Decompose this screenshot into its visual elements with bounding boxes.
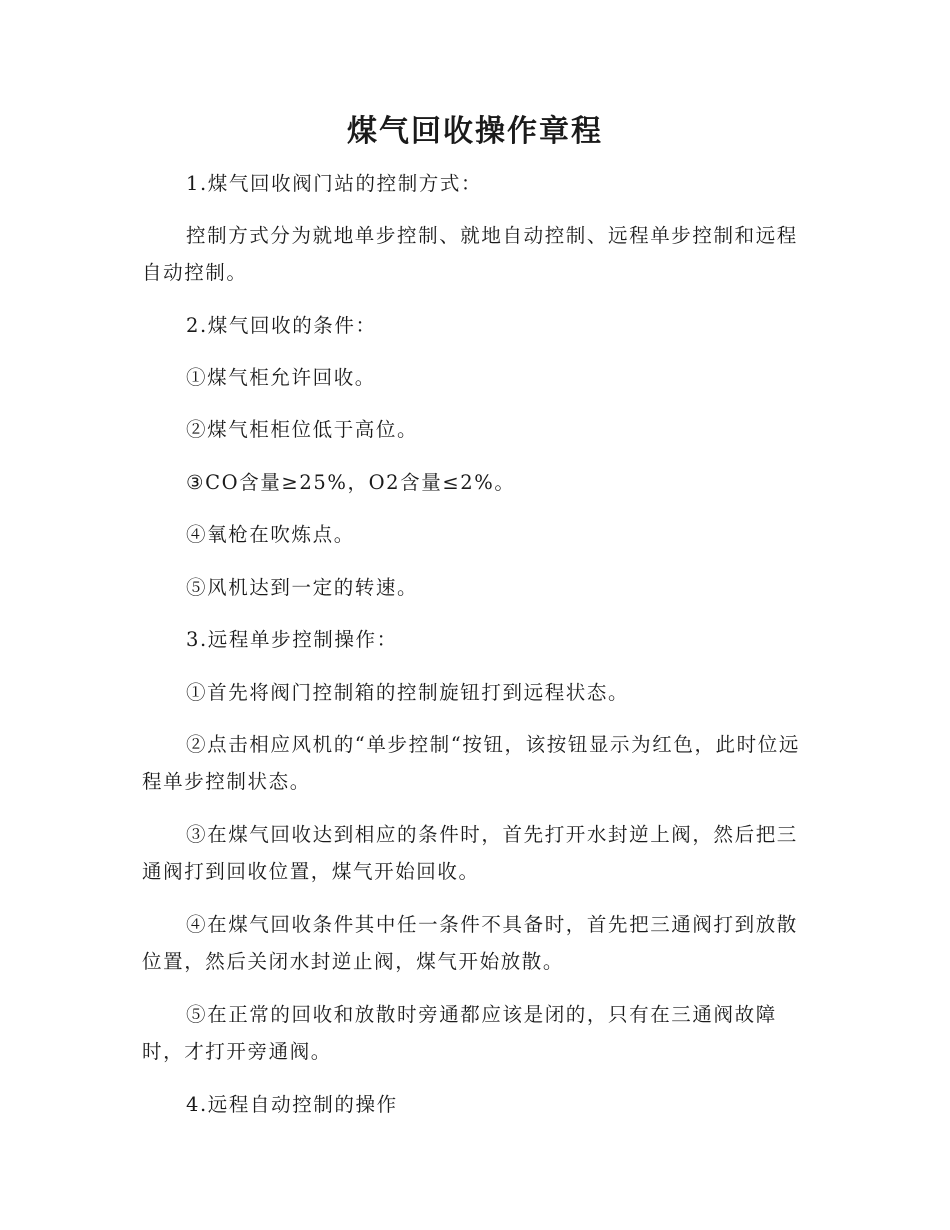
paragraph-1: 1.煤气回收阀门站的控制方式： bbox=[186, 172, 483, 195]
paragraph-8: ⑤风机达到一定的转速。 bbox=[186, 576, 419, 599]
paragraph-9: 3.远程单步控制操作： bbox=[186, 628, 398, 651]
paragraph-12: ③在煤气回收达到相应的条件时，首先打开水封逆上阀，然后把三通阀打到回收位置，煤气开始回收。 bbox=[142, 823, 798, 883]
paragraph-5: ②煤气柜柜位低于高位。 bbox=[186, 418, 419, 441]
paragraph-15: 4.远程自动控制的操作 bbox=[186, 1093, 398, 1116]
paragraph-6: ③CO含量≥25%，O2含量≤2%。 bbox=[186, 471, 516, 494]
paragraph-11: ②点击相应风机的“单步控制“按钮，该按钮显示为红色，此时位远程单步控制状态。 bbox=[142, 733, 800, 793]
paragraph-14: ⑤在正常的回收和放散时旁通都应该是闭的，只有在三通阀故障时，才打开旁通阀。 bbox=[142, 1003, 777, 1063]
paragraph-4: ①煤气柜允许回收。 bbox=[186, 366, 376, 389]
paragraph-3: 2.煤气回收的条件： bbox=[186, 314, 377, 337]
paragraph-7: ④氧枪在吹炼点。 bbox=[186, 523, 355, 546]
paragraph-2: 控制方式分为就地单步控制、就地自动控制、远程单步控制和远程自动控制。 bbox=[142, 224, 798, 284]
paragraph-10: ①首先将阀门控制箱的控制旋钮打到远程状态。 bbox=[186, 681, 630, 704]
paragraph-13: ④在煤气回收条件其中任一条件不具备时，首先把三通阀打到放散位置，然后关闭水封逆止阀，煤气开始放散。 bbox=[142, 913, 798, 973]
document-title: 煤气回收操作章程 bbox=[347, 114, 603, 149]
